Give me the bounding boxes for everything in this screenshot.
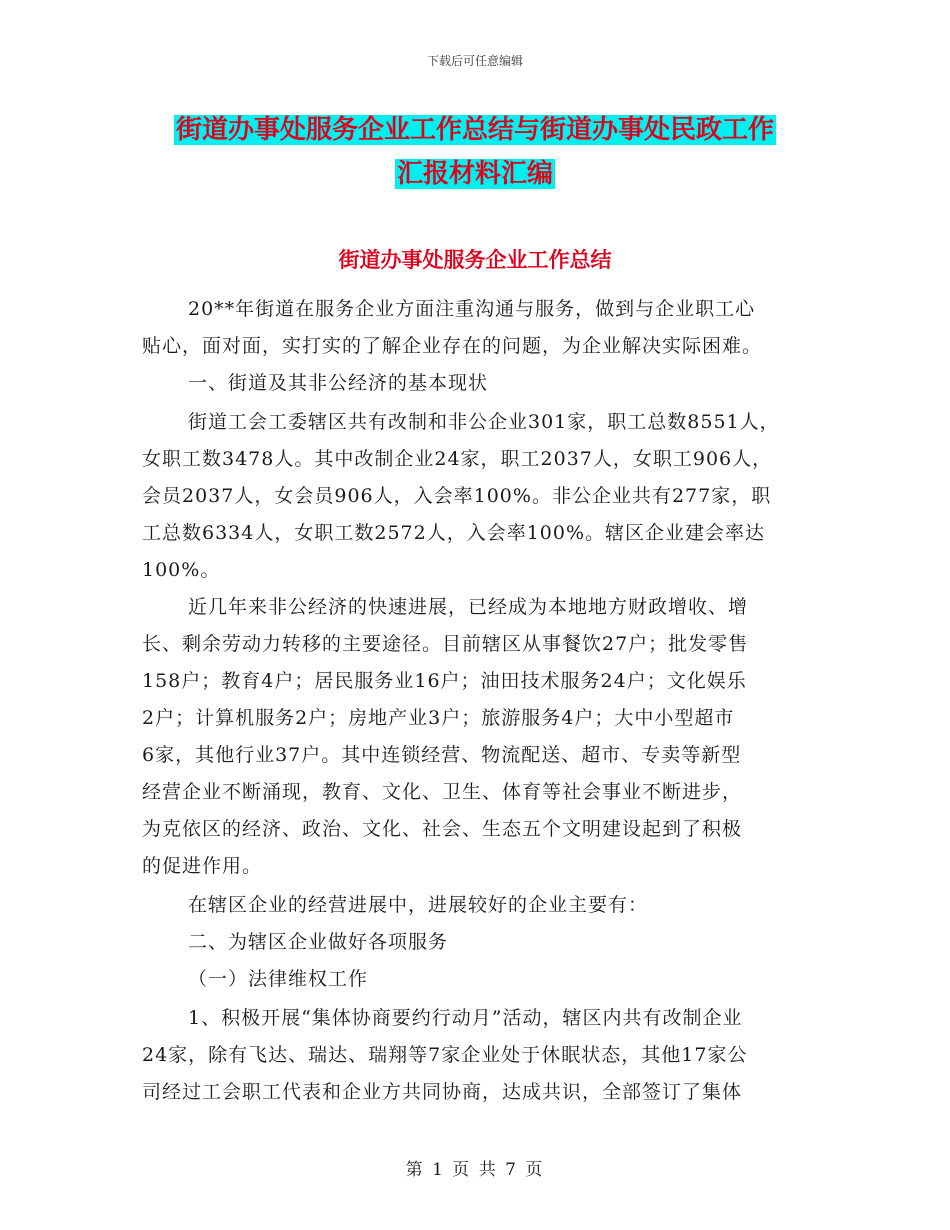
body-line: 20**年街道在服务企业方面注重沟通与服务，做到与企业职工心 [188, 298, 756, 320]
body-line: 6家，其他行业37户。其中连锁经营、物流配送、超市、专卖等新型 [142, 744, 742, 766]
body-line: 贴心，面对面，实打实的了解企业存在的问题，为企业解决实际困难。 [142, 335, 763, 357]
body-line: 在辖区企业的经营进展中，进展较好的企业主要有： [188, 894, 649, 916]
body-line: 2户；计算机服务2户；房地产业3户；旅游服务4户；大中小型超市 [142, 707, 735, 729]
body-line: 近几年来非公经济的快速进展，已经成为本地地方财政增收、增 [188, 596, 749, 618]
body-line: 会员2037人，女会员906人，入会率100%。非公企业共有277家，职 [142, 485, 772, 507]
body-line: 街道工会工委辖区共有改制和非公企业301家，职工总数8551人， [188, 411, 780, 433]
body-line: 长、剩余劳动力转移的主要途径。目前辖区从事餐饮27户；批发零售 [142, 633, 749, 655]
body-line: 100%。 [142, 559, 221, 581]
document-title-line1: 街道办事处服务企业工作总结与街道办事处民政工作 [175, 115, 774, 145]
body-line: 24家，除有飞达、瑞达、瑞翔等7家企业处于休眠状态，其他17家公 [142, 1044, 748, 1066]
header-note: 下载后可任意编辑 [426, 54, 523, 68]
section-heading: 一、街道及其非公经济的基本现状 [188, 372, 489, 394]
body-line: 1、积极开展“集体协商要约行动月”活动，辖区内共有改制企业 [188, 1007, 743, 1029]
body-line: 女职工数3478人。其中改制企业24家，职工2037人，女职工906人， [142, 448, 773, 470]
section-title: 街道办事处服务企业工作总结 [338, 247, 612, 272]
body-line: 158户；教育4户；居民服务业16户；油田技术服务24户；文化娱乐 [142, 670, 747, 692]
body-line: 的促进作用。 [142, 855, 263, 877]
body-line: 经营企业不断涌现，教育、文化、卫生、体育等社会事业不断进步， [142, 781, 743, 803]
body-line: 为克依区的经济、政治、文化、社会、生态五个文明建设起到了积极 [142, 818, 743, 840]
section-heading: 二、为辖区企业做好各项服务 [188, 931, 449, 953]
document-title-line2: 汇报材料汇编 [396, 159, 553, 189]
page-footer: 第 1 页 共 7 页 [405, 1160, 545, 1180]
body-line: 工总数6334人，女职工数2572人，入会率100%。辖区企业建会率达 [142, 522, 766, 544]
body-line: 司经过工会职工代表和企业方共同协商，达成共识，全部签订了集体 [142, 1081, 743, 1103]
subsection-heading: （一）法律维权工作 [188, 968, 369, 990]
